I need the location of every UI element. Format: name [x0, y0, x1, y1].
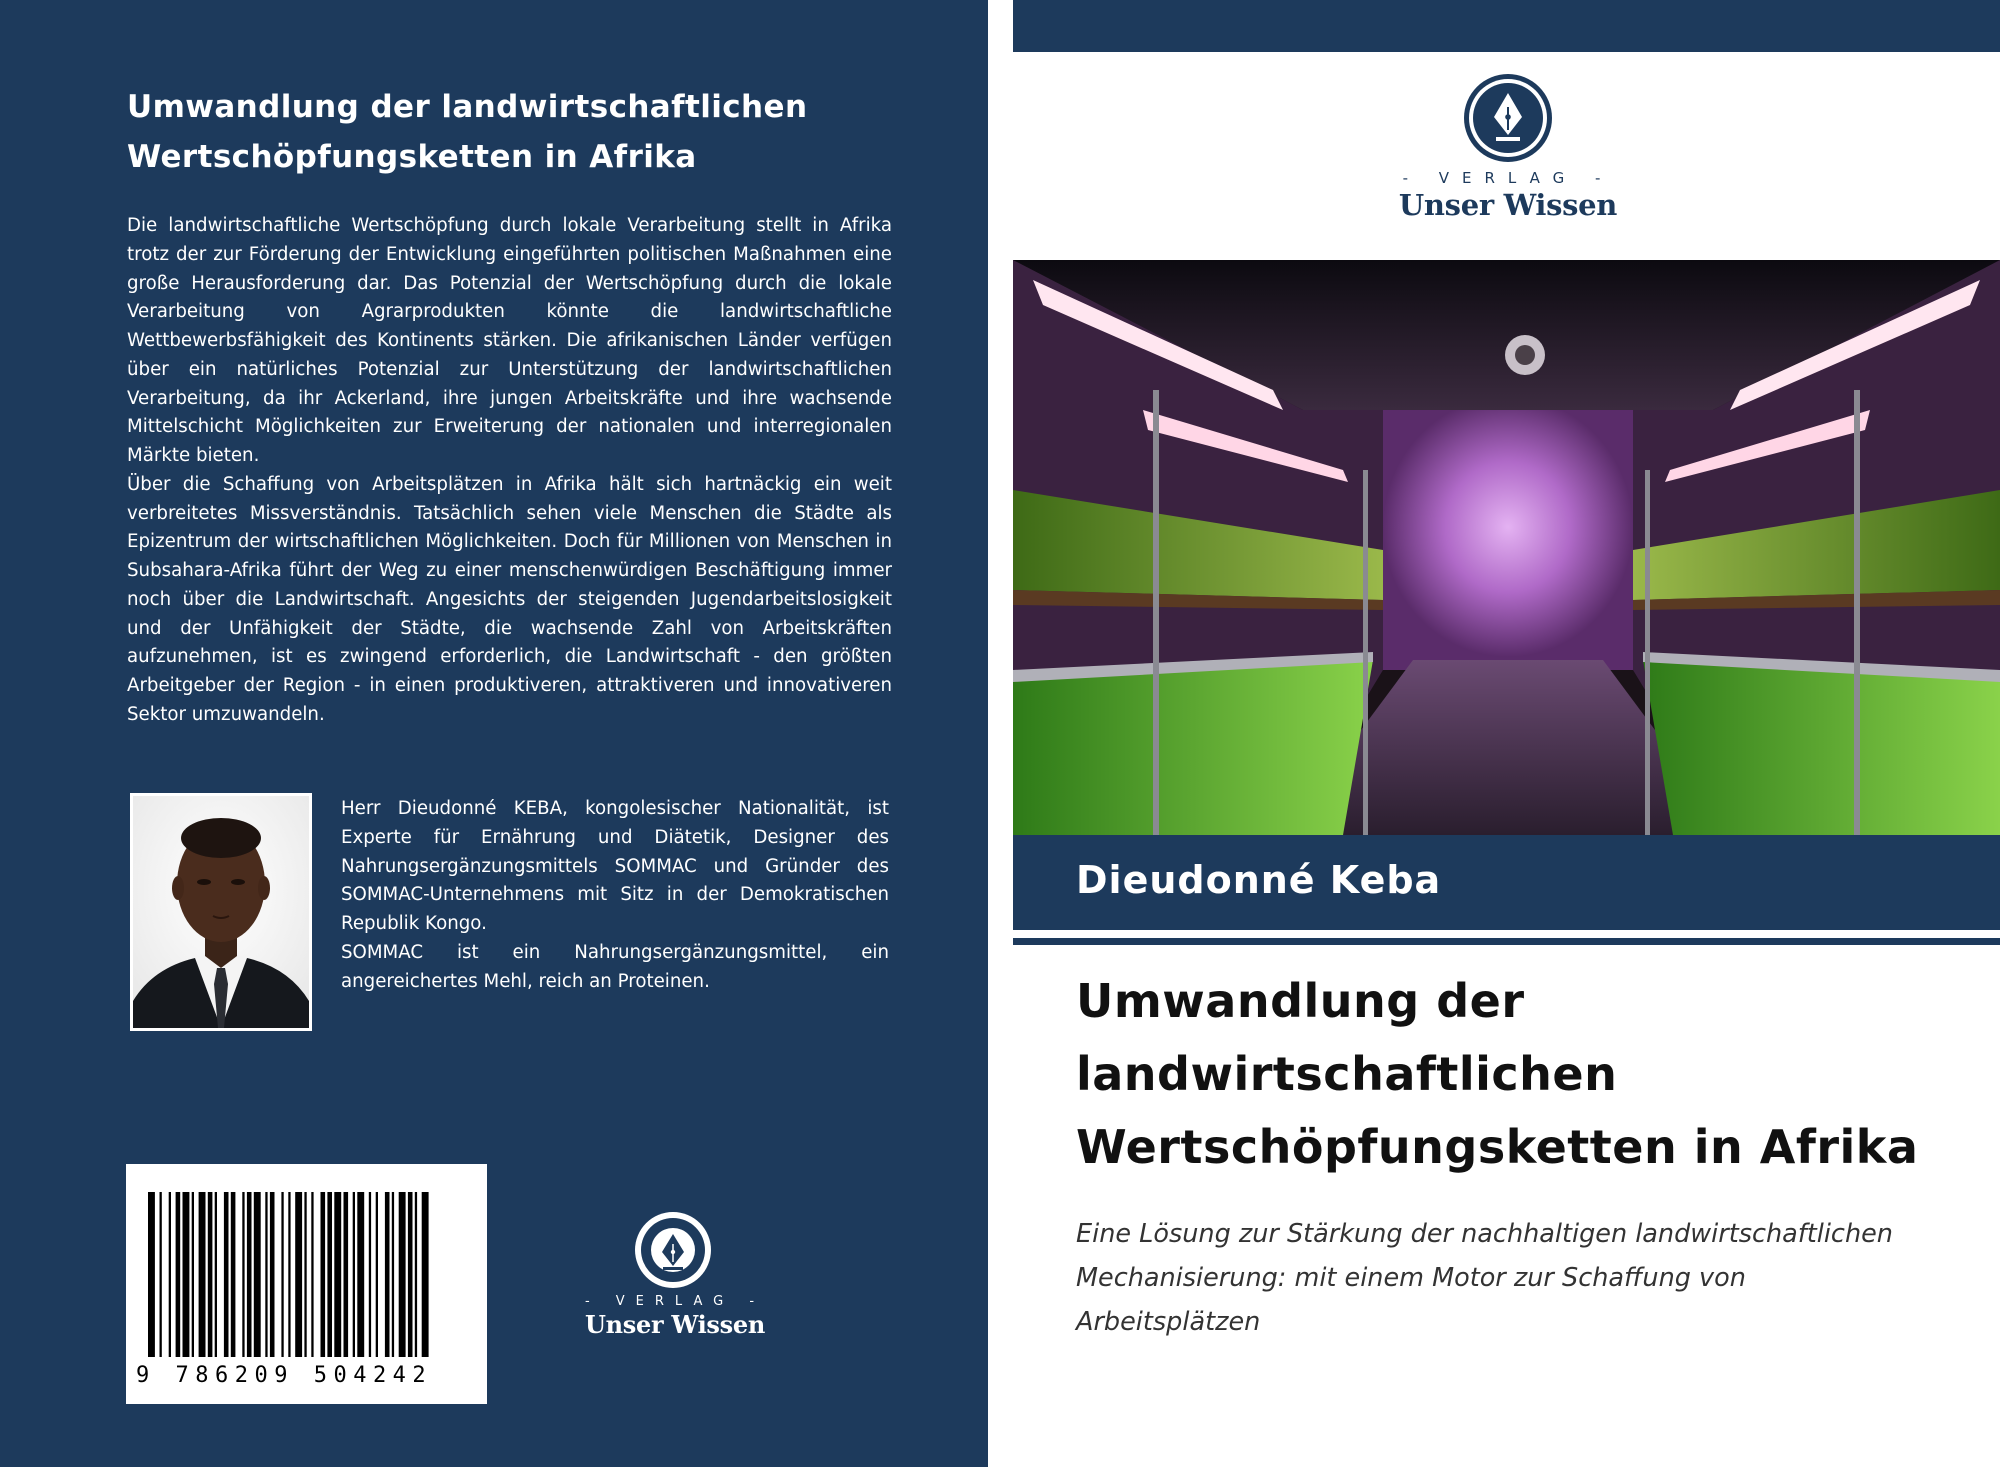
barcode-bar — [208, 1192, 213, 1357]
back-logo-verlag: - VERLAG - — [584, 1294, 766, 1309]
barcode-bar — [295, 1192, 302, 1357]
barcode-bar — [254, 1192, 261, 1357]
barcode-bar — [169, 1192, 171, 1357]
barcode-bar — [304, 1192, 306, 1357]
blurb-paragraph-2: Über die Schaffung von Arbeitsplätzen in Afrika hält sich hartnäckig ein weit verbreitetes Missverständnis. Tatsächlich sehen viele Menschen die Städte als Epizentrum der wirtschaftlichen Möglichkeiten. Doch für Millionen von Menschen in Subsahara-Afrika führt der Weg zu einer menschenwürdigen Beschäftigung immer noch über die Landwirtschaft. Angesichts der steigenden Jugendarbeitslosigkeit und der Unfähigkeit der Städte, die wachsende Zahl von Arbeitskräften aufzunehmen, ist es zwingend erforderlich, die Landwirtschaft - den größten Arbeitgeber der Region - in einen produktiveren, attraktiveren und innovativeren Sektor umzuwandeln. — [127, 473, 892, 725]
author-name: Dieudonné Keba — [1076, 858, 1442, 902]
barcode-bars — [126, 1164, 487, 1404]
barcode-bar — [357, 1192, 364, 1357]
barcode-bar — [422, 1192, 429, 1357]
spine-gap — [988, 0, 1013, 1467]
barcode-bar — [242, 1192, 244, 1357]
divider-rule — [1013, 938, 2000, 945]
back-cover — [0, 0, 988, 1467]
barcode-bar — [392, 1192, 394, 1357]
barcode-bar — [369, 1192, 371, 1357]
barcode-bar — [247, 1192, 252, 1357]
front-logo-brand: Unser Wissen — [1398, 188, 1618, 222]
barcode-bar — [270, 1192, 275, 1357]
barcode-bar — [160, 1192, 162, 1357]
author-bio-paragraph-1: Herr Dieudonné KEBA, kongolesischer Nationalität, ist Experte für Ernährung und Diätetik, Designer des Nahrungsergänzungsmittels SOMMAC und Gründer des SOMMAC-Unternehmens mit Sitz in der Demokratischen Republik Kongo. — [341, 798, 889, 934]
barcode-bar — [385, 1192, 390, 1357]
pen-nib-icon — [633, 1210, 713, 1290]
back-cover-title — [127, 82, 907, 182]
front-top-bar — [1013, 0, 2000, 52]
back-logo-brand: Unser Wissen — [585, 1310, 765, 1339]
barcode-bar — [288, 1192, 290, 1357]
isbn-digits: 9 786209 504242 — [136, 1363, 433, 1388]
front-title-line-1: Umwandlung der — [1076, 974, 1525, 1028]
barcode-bar — [311, 1192, 313, 1357]
barcode-bar — [376, 1192, 378, 1357]
barcode-bar — [265, 1192, 267, 1357]
barcode-bar — [231, 1192, 236, 1357]
barcode-bar — [183, 1192, 190, 1357]
barcode-bar — [176, 1192, 181, 1357]
barcode-bar — [415, 1192, 417, 1357]
front-title-line-2: landwirtschaftlichen — [1076, 1047, 1618, 1101]
back-publisher-logo — [570, 1210, 780, 1345]
barcode-bar — [148, 1192, 155, 1357]
author-bio-paragraph-2: SOMMAC ist ein Nahrungsergänzungsmittel, ein angereichertes Mehl, reich an Proteinen. — [341, 941, 889, 992]
back-title-line-1: Umwandlung der landwirtschaftlichen — [127, 89, 808, 125]
pen-nib-icon — [1463, 73, 1553, 163]
front-subtitle-line-1: Eine Lösung zur Stärkung der nachhaltigen landwirtschaftlichen — [1076, 1219, 1893, 1249]
front-subtitle-line-3: Arbeitsplätzen — [1076, 1307, 1261, 1337]
front-title-line-3: Wertschöpfungsketten in Afrika — [1076, 1120, 1919, 1174]
front-cover-subtitle — [1076, 1212, 1956, 1344]
barcode-bar — [199, 1192, 206, 1357]
front-publisher-logo — [1383, 73, 1633, 225]
front-logo-verlag: - VERLAG - — [1402, 169, 1614, 187]
barcode-bar — [281, 1192, 283, 1357]
barcode-bar — [353, 1192, 355, 1357]
barcode-bar — [344, 1192, 349, 1357]
barcode-bar — [321, 1192, 326, 1357]
barcode-bar — [408, 1192, 413, 1357]
book-blurb — [127, 212, 892, 730]
front-subtitle-line-2: Mechanisierung: mit einem Motor zur Schaffung von — [1076, 1263, 1746, 1293]
isbn-barcode — [126, 1164, 487, 1404]
cover-photo-grow-room — [1013, 260, 2000, 835]
barcode-bar — [327, 1192, 332, 1357]
barcode-bar — [334, 1192, 341, 1357]
front-cover — [1013, 0, 2000, 1467]
barcode-bar — [215, 1192, 217, 1357]
author-bio — [341, 795, 889, 996]
author-band — [1013, 835, 2000, 930]
blurb-paragraph-1: Die landwirtschaftliche Wertschöpfung durch lokale Verarbeitung stellt in Afrika trotz der zur Förderung der Entwicklung eingeführten politischen Maßnahmen eine große Herausforderung dar. Das Potenzial der Wertschöpfung durch die lokale Verarbeitung von Agrarprodukten könnte die landwirtschaftliche Wettbewerbsfähigkeit des Kontinents stärken. Die afrikanischen Länder verfügen über ein natürliches Potenzial zur Unterstützung der landwirtschaftlichen Verarbeitung, da ihr Ackerland, ihre jungen Arbeitskräfte und ihre wachsende Mittelschicht Möglichkeiten zur Erweiterung der nationalen und interregionalen Märkte bieten. — [127, 215, 892, 466]
barcode-bar — [224, 1192, 229, 1357]
barcode-bar — [399, 1192, 406, 1357]
barcode-bar — [192, 1192, 194, 1357]
author-photo — [130, 793, 312, 1031]
front-cover-title — [1076, 965, 1976, 1184]
back-title-line-2: Wertschöpfungsketten in Afrika — [127, 139, 697, 175]
